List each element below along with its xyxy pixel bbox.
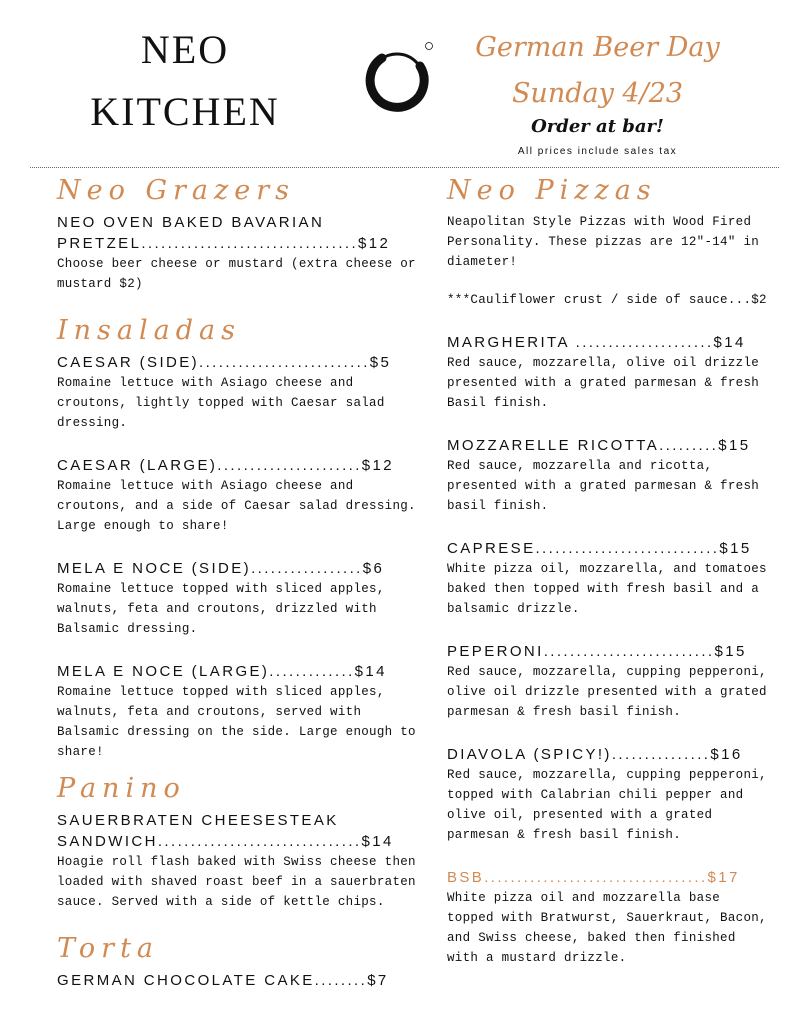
item-desc-pretzel: Choose beer cheese or mustard (extra cheese or mustard $2) [57, 257, 416, 291]
item-desc-caesar-large: Romaine lettuce with Asiago cheese and croutons, and a side of Caesar salad dressing. Large enough to share! [57, 479, 416, 533]
item-desc-caesar-side: Romaine lettuce with Asiago cheese and croutons, lightly topped with Caesar salad dressing. [57, 376, 385, 430]
tax-note: All prices include sales tax [517, 146, 678, 157]
item-name-sauerbraten-line2: SANDWICH...............................$14 [57, 833, 394, 850]
item-name-margherita: MARGHERITA .....................$14 [447, 334, 746, 351]
title-line-neo: NEO [140, 27, 230, 72]
event-date: Sunday 4/23 [511, 78, 684, 109]
section-title-grazers: Neo Grazers [57, 175, 295, 206]
item-desc-mela-large: Romaine lettuce topped with sliced apples, walnuts, feta and croutons, served with Balsamic dressing on the side. Large enough to share! [57, 685, 416, 759]
item-name-mela-side: MELA E NOCE (SIDE).................$6 [57, 560, 385, 577]
item-desc-sauerbraten: Hoagie roll flash baked with Swiss cheese then loaded with shaved roast beef in a sauerbraten sauce. Served with a side of kettle chips. [57, 855, 416, 909]
item-desc-bsb: White pizza oil and mozzarella base topped with Bratwurst, Sauerkraut, Bacon, and Swiss cheese, baked then finished with a mustard drizzle. [447, 891, 767, 965]
item-name-caesar-large: CAESAR (LARGE)......................$12 [57, 457, 395, 474]
section-title-panino: Panino [57, 773, 186, 804]
item-name-mela-large: MELA E NOCE (LARGE).............$14 [57, 663, 387, 680]
right-column [447, 172, 772, 968]
item-name-pretzel-line1: NEO OVEN BAKED BAVARIAN [57, 214, 325, 231]
item-name-diavola: DIAVOLA (SPICY!)...............$16 [447, 746, 743, 763]
item-desc-mozzarelle-ricotta: Red sauce, mozzarella and ricotta, presented with a grated parmesan & fresh basil finish. [447, 459, 760, 513]
item-name-bsb: BSB..................................$17 [447, 869, 740, 886]
event-title: German Beer Day [475, 32, 720, 63]
left-column [57, 172, 417, 991]
section-title-torta: Torta [57, 933, 160, 964]
neo-circle-logo-icon [360, 40, 438, 123]
item-desc-caprese: White pizza oil, mozzarella, and tomatoes baked then topped with fresh basil and a balsamic drizzle. [447, 562, 767, 616]
pizza-intro: Neapolitan Style Pizzas with Wood Fired Personality. These pizzas are 12"-14" in diameter! [447, 215, 760, 269]
item-desc-peperoni: Red sauce, mozzarella, cupping pepperoni, olive oil drizzle presented with a grated parmesan & fresh basil finish. [447, 665, 767, 719]
header-divider [30, 167, 779, 168]
item-name-caprese: CAPRESE............................$15 [447, 540, 752, 557]
title-line-kitchen: KITCHEN [90, 89, 280, 134]
item-name-mozzarelle-ricotta: MOZZARELLE RICOTTA.........$15 [447, 437, 751, 454]
item-desc-margherita: Red sauce, mozzarella, olive oil drizzle presented with a grated parmesan & fresh Basil finish. [447, 356, 760, 410]
section-title-insaladas: Insaladas [57, 315, 241, 346]
item-desc-diavola: Red sauce, mozzarella, cupping pepperoni, topped with Calabrian chili pepper and olive oil, presented with a grated parmesan & fresh basil finish. [447, 768, 767, 842]
item-desc-mela-side: Romaine lettuce topped with sliced apples, walnuts, feta and croutons, drizzled with Balsamic dressing. [57, 582, 385, 636]
cauliflower-note: ***Cauliflower crust / side of sauce...$2 [447, 293, 767, 307]
item-name-pretzel-line2: PRETZEL.................................$12 [57, 235, 391, 252]
item-name-caesar-side: CAESAR (SIDE)..........................$5 [57, 354, 392, 371]
item-name-sauerbraten-line1: SAUERBRATEN CHEESESTEAK [57, 812, 339, 829]
order-note: Order at bar! [531, 116, 664, 137]
section-title-pizzas: Neo Pizzas [447, 175, 657, 206]
item-name-peperoni: PEPERONI..........................$15 [447, 643, 747, 660]
item-name-german-chocolate-cake: GERMAN CHOCOLATE CAKE........$7 [57, 972, 389, 989]
